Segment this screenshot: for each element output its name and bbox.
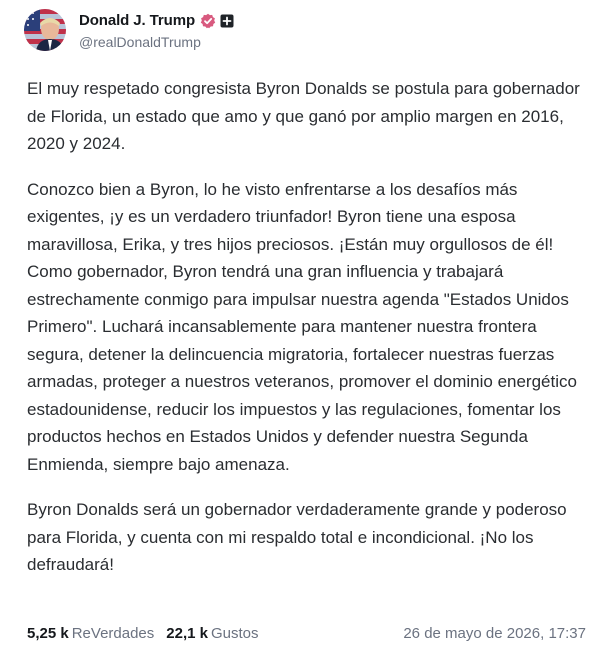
likes-stat[interactable] — [166, 625, 258, 642]
post-paragraph: Byron Donalds será un gobernador verdaderamente grande y poderoso para Florida, y cuenta con mi respaldo total e incondicional. ¡No los defraudará! — [27, 500, 567, 574]
author-handle[interactable]: @realDonaldTrump — [79, 33, 201, 50]
flag-portrait-avatar-icon — [24, 9, 66, 51]
reposts-stat[interactable] — [27, 625, 154, 642]
post-footer — [27, 622, 586, 644]
likes-count: 22,1 k — [166, 624, 208, 642]
post-paragraph: Conozco bien a Byron, lo he visto enfrentarse a los desafíos más exigentes, ¡y es un verdadero triunfador! Byron tiene una esposa maravillosa, Erika, y tres hijos preciosos. ¡Están muy orgullosos de él! Como gobernador, Byron tendrá una gran influencia y trabajará estrechamente conmigo para impulsar nuestra agenda "Estados Unidos Primero". Luchará incansablemente para mantener nuestra frontera segura, detener la delincuencia migratoria, fortalecer nuestras fuerzas armadas, proteger a nuestros veteranos, promover el dominio energético estadounidense, reducir los impuestos y las regulaciones, fomentar los productos hechos en Estados Unidos y defender nuestra Segunda Enmienda, siempre bajo amenaza. — [27, 179, 577, 474]
likes-label: Gustos — [211, 624, 259, 642]
avatar[interactable] — [24, 9, 66, 51]
post-header — [24, 8, 234, 52]
verified-badge-icon — [200, 13, 216, 29]
follow-plus-icon[interactable] — [220, 14, 234, 28]
author-identity — [79, 11, 234, 50]
post-timestamp[interactable]: 26 de mayo de 2026, 17:37 — [403, 624, 586, 642]
author-name[interactable]: Donald J. Trump — [79, 12, 196, 29]
post-body — [27, 75, 587, 597]
reposts-label: ReVerdades — [71, 624, 155, 642]
reposts-count: 5,25 k — [27, 624, 69, 642]
post-paragraph: El muy respetado congresista Byron Donalds se postula para gobernador de Florida, un estado que amo y que ganó por amplio margen en 2016, 2020 y 2024. — [27, 79, 580, 153]
author-name-row — [79, 11, 234, 31]
